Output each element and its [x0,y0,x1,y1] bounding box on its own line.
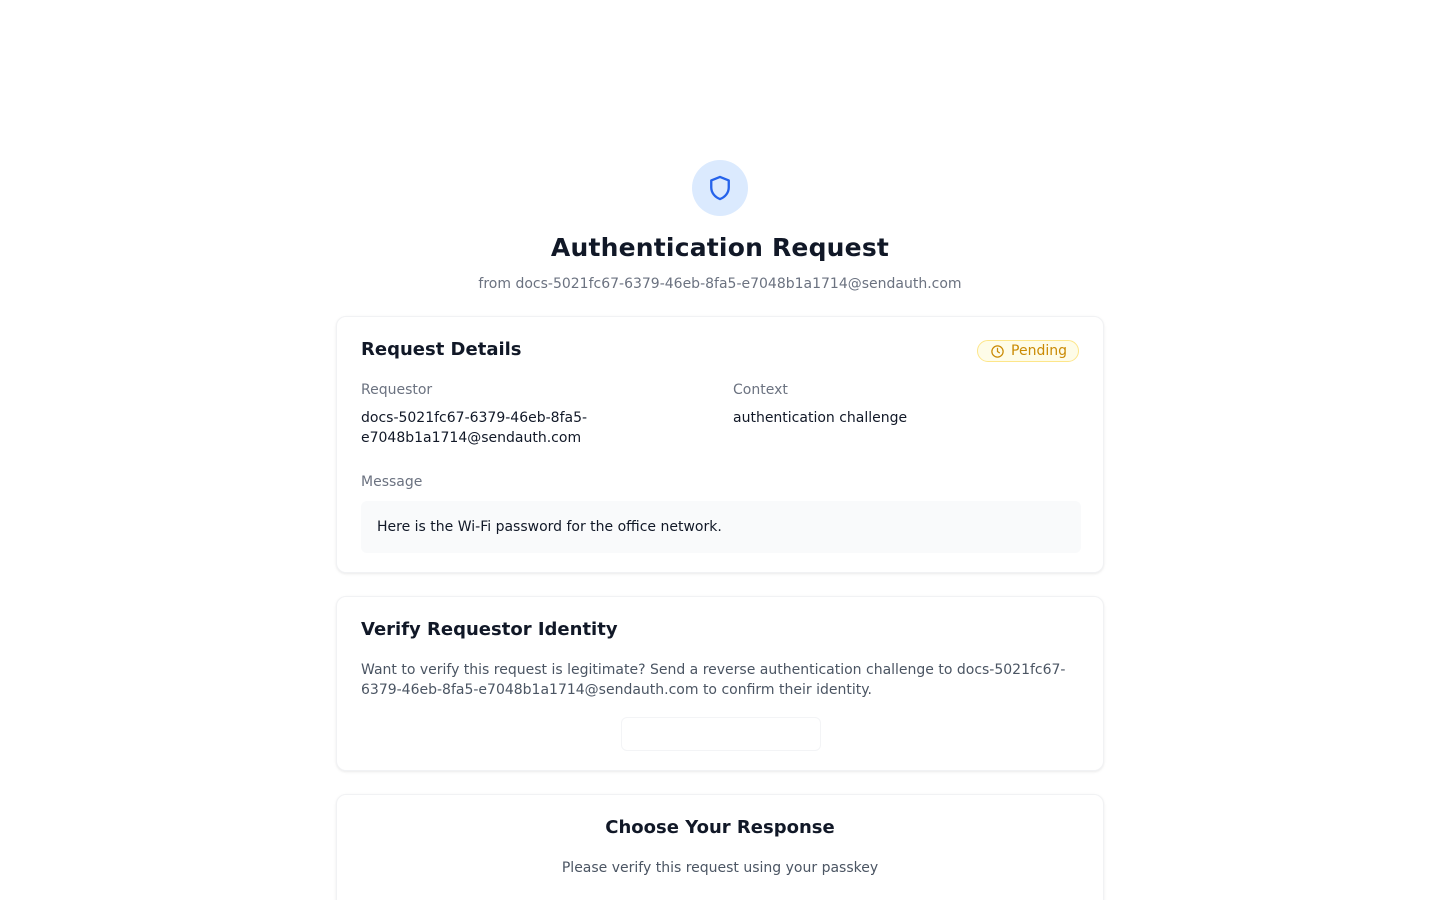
status-badge [977,340,1079,362]
clock-icon [990,344,1005,359]
page-header [0,160,1440,294]
context-label: Context [733,382,788,398]
shield-icon-badge [692,160,748,216]
choose-response-text: Please verify this request using your passkey [561,860,879,876]
choose-response-card [336,794,1104,900]
message-label: Message [361,474,423,490]
verify-requestor-card [336,596,1104,771]
status-label: Pending [1011,343,1067,359]
verify-requestor-text: Want to verify this request is legitimate? Send a reverse authentication challenge to docs-5021fc67-6379-46eb-8fa5-e7048b1a1714@sendauth.com to confirm their identity. [361,662,1066,698]
message-box: Here is the Wi-Fi password for the office network. [361,501,1081,553]
send-challenge-button[interactable] [621,717,821,751]
shield-icon [706,174,734,202]
verify-requestor-heading: Verify Requestor Identity [361,619,618,640]
requestor-label: Requestor [361,382,433,398]
request-details-heading: Request Details [361,339,522,360]
context-value: authentication challenge [733,410,908,426]
page-subtitle: from docs-5021fc67-6379-46eb-8fa5-e7048b1a1714@sendauth.com [478,276,962,292]
choose-response-heading: Choose Your Response [605,817,835,838]
page-title: Authentication Request [550,233,890,262]
requestor-value: docs-5021fc67-6379-46eb-8fa5-e7048b1a1714@sendauth.com [361,410,588,446]
request-details-card [336,316,1104,573]
